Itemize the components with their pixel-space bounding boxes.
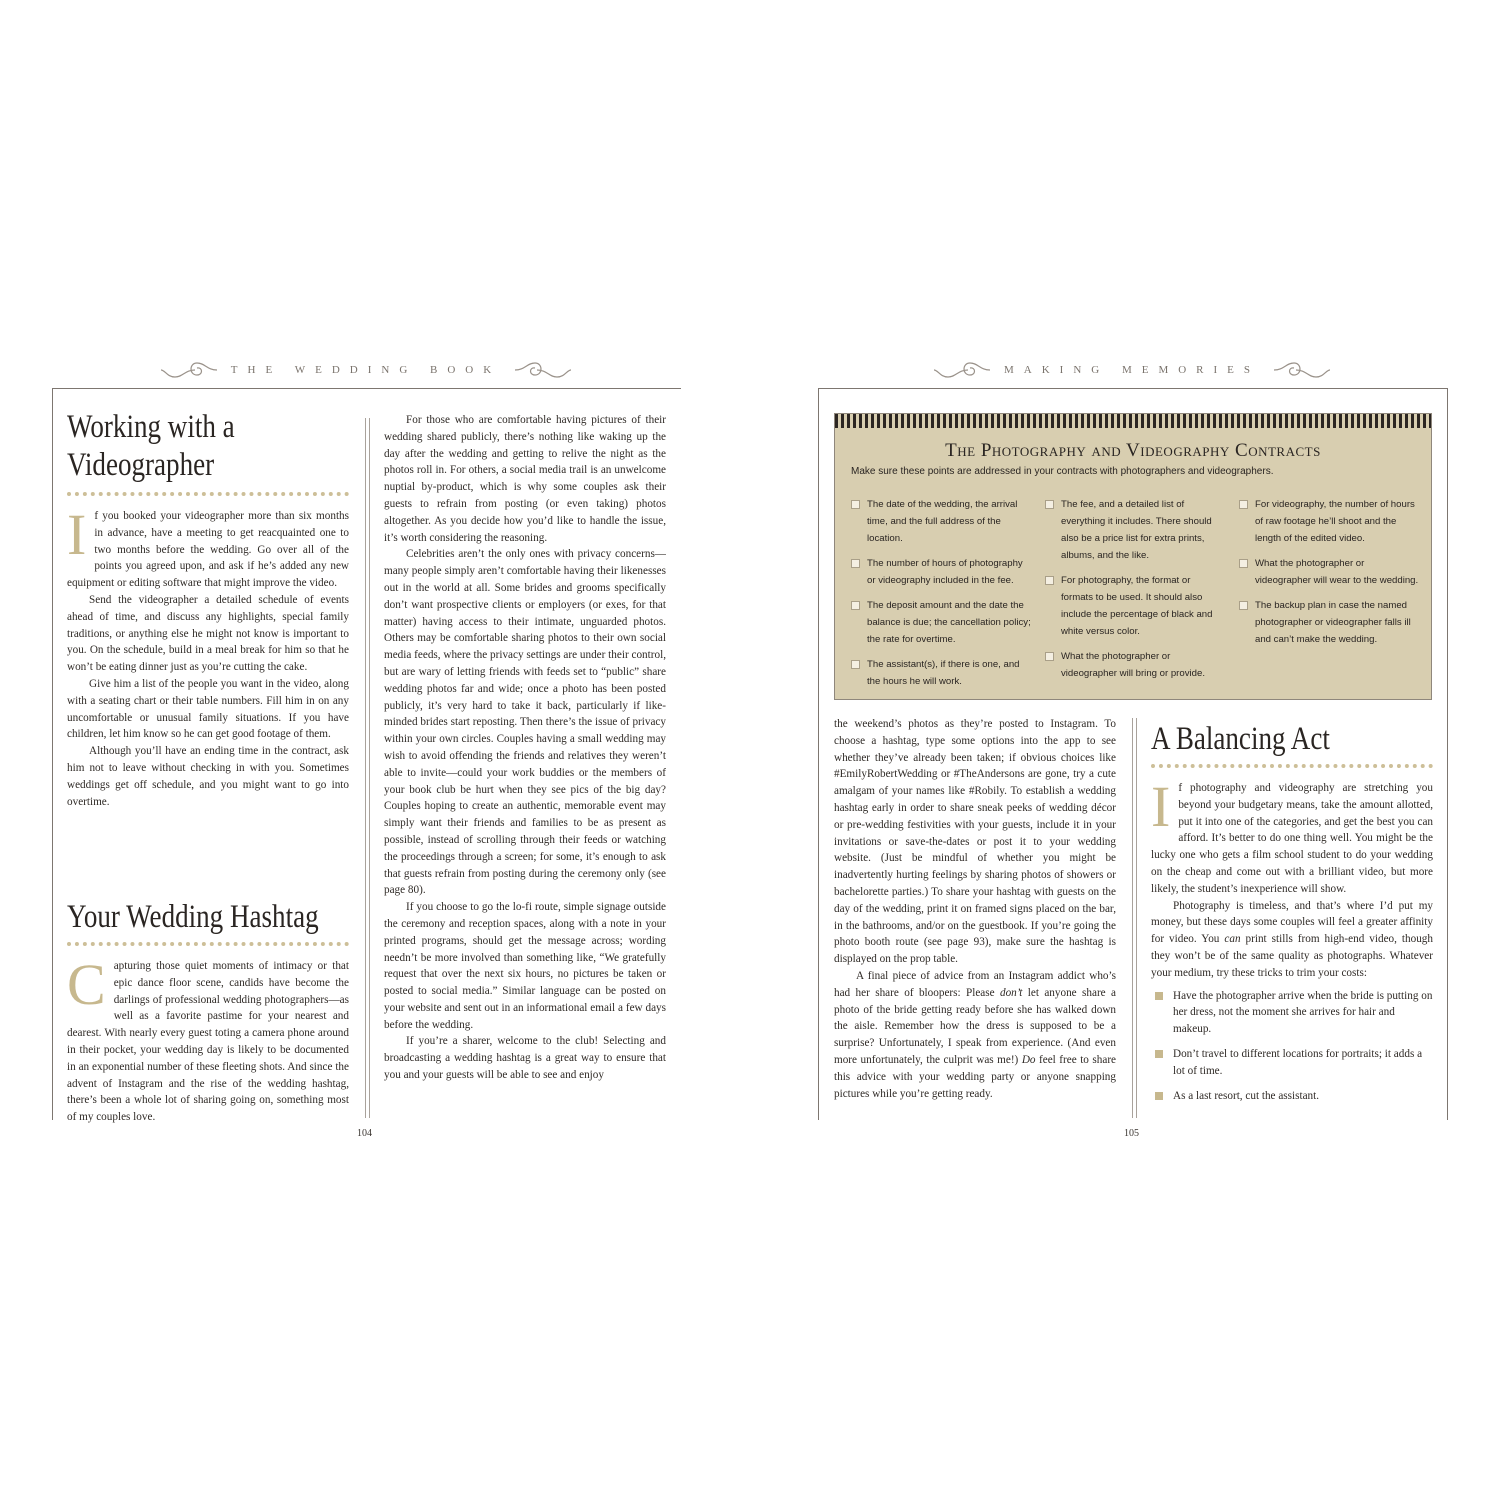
square-bullet-icon (1155, 1050, 1163, 1058)
callout-striped-bar (835, 414, 1431, 428)
right-page-balancing-section (1151, 720, 1433, 1120)
bullet-item: Have the photographer arrive when the bride is putting on her dress, not the moment she arrives for hair and makeup. (1151, 988, 1433, 1038)
paragraph: Send the videographer a detailed schedule of events ahead of time, and discuss any highlights, special family traditions, or anything else he might not know is important to you. On the schedule, build in a meal break for him so that he won’t be eating dinner just as you’re cutting the cake. (67, 593, 349, 674)
checklist-item: What the photographer or videographer will wear to the wedding. (1239, 555, 1419, 589)
callout-column-1 (851, 496, 1031, 698)
checkbox-icon (1045, 500, 1054, 509)
left-page-column-2 (384, 412, 666, 1118)
square-bullet-icon (1155, 1092, 1163, 1100)
checkbox-icon (1045, 652, 1054, 661)
checklist-item: The date of the wedding, the arrival time, and the full address of the location. (851, 496, 1031, 547)
running-head-title: THE WEDDING BOOK (230, 364, 502, 376)
paragraph: For those who are comfortable having pictures of their wedding shared publicly, there’s nothing like waking up the day after the wedding and getting to relive the night as the photos roll in. For others, a social media trail is an unwelcome nuptial by-product, which is why some couples ask their guests to refrain from posting (or even taking) photos altogether. As you decide how you’d like to handle the issue, it’s worth considering the reasoning. (384, 414, 666, 544)
square-bullet-icon (1155, 992, 1163, 1000)
checkbox-icon (1045, 576, 1054, 585)
checkbox-icon (851, 500, 860, 509)
paragraph: If you choose to go the lo-fi route, simple signage outside the ceremony and reception spaces, along with a note in your printed programs, should get the message across; wording needn’t be more involved than something like, “We gratefully request that over the next six hours, no pictures be taken or posted to social media.” Similar language can be posted on your website and sent out in an informational email a few days before the wedding. (384, 901, 666, 1031)
page-number: 104 (357, 1128, 372, 1139)
checkbox-icon (851, 559, 860, 568)
checklist-item: The assistant(s), if there is one, and the hours he will work. (851, 656, 1031, 690)
dotted-rule (67, 492, 349, 496)
paragraph: Celebrities aren’t the only ones with privacy concerns—many people simply aren’t comfortable having their likenesses out in the world at all. Some brides and grooms specifically don’t want prospective clients or employers (or exes, for that matter) having access to their intimate, unguarded photos. Others may be comfortable sharing photos to their own social media feeds, where the privacy settings are under their control, but are wary of letting friends with feeds set to “public” share wedding photos far and wide; once a photo has been posted publicly, it’s very hard to take it back, particularly if like-minded brides start reposting. Then there’s the issue of privacy within your own circles. Couples having a small wedding may wish to avoid offending the friends and relatives they weren’t able to invite—could your work buddies or the members of your book club be hurt when they see pics of the big day? Couples hoping to create an authentic, memorable event may simply want their friends and families to be as present as possible, instead of scrolling through their feeds or watching the proceedings through a screen; for some, it’s enough to ask that guests refrain from posting during the ceremony only (see page 80). (384, 548, 666, 897)
callout-intro: Make sure these points are addressed in your contracts with photographers and videographers. (851, 466, 1274, 477)
section-heading-hashtag: Your Wedding Hashtag (67, 899, 319, 935)
right-page-column-1 (834, 716, 1116, 1120)
flourish-ornament-icon (159, 359, 219, 381)
left-page-hashtag-section (67, 898, 349, 1126)
paragraph: If photography and videography are stretching you beyond your budgetary means, take the amount allotted, put it into one of the categories, and get the best you can afford. It’s better to do one thing well. You might be the lucky one who gets a film school student to do your wedding on the cheap and come out with a brilliant video, but more likely, the student’s inexperience will show. (1151, 774, 1433, 895)
dotted-rule (67, 942, 349, 946)
checklist-item: The number of hours of photography or videography included in the fee. (851, 555, 1031, 589)
checklist-item: What the photographer or videographer will bring or provide. (1045, 648, 1225, 682)
page-number: 105 (1124, 1128, 1139, 1139)
checkbox-icon (1239, 601, 1248, 610)
paragraph: Capturing those quiet moments of intimacy or that epic dance floor scene, candids have become the darlings of professional wedding photographers—as well as a favorite pastime for your nearest and dearest. With nearly every guest toting a camera phone around in their pocket, your wedding day is likely to be documented in an exponential number of these fleeting shots. And since the advent of Instagram and the rise of the wedding hashtag, there’s been a whole lot of sharing going on, something most of my couples love. (67, 952, 349, 1124)
running-head-right (818, 358, 1446, 382)
paragraph: A final piece of advice from an Instagram addict who’s had her share of bloopers: Please don’t let anyone share a photo of the bride getting ready before she has walked down the aisle. Remember how the dress is supposed to be a surprise? Unfortunately, I speak from experience. (And even more unfortunately, the culprit was me!) Do feel free to share this advice with your wedding party or anyone snapping pictures while you’re getting ready. (834, 969, 1116, 1100)
checklist-item: The backup plan in case the named photographer or videographer falls ill and can’t make the wedding. (1239, 597, 1419, 648)
checklist-item: For photography, the format or formats to be used. It should also include the percentage of black and white versus color. (1045, 572, 1225, 640)
checkbox-icon (851, 601, 860, 610)
paragraph: the weekend’s photos as they’re posted to Instagram. To choose a hashtag, type some options into the app to see whether they’ve already been taken; if obvious choices like #EmilyRobertWedding or #TheAndersons are gone, try a cute amalgam of your names like #Robily. To establish a wedding hashtag early in order to share sneak peeks of wedding décor or pre-wedding festivities with your guests, include it in your invitations or save-the-dates or post it to your wedding website. (Just be mindful of whether you might be inadvertently hurting feelings by sharing photos of showers or bachelorette parties.) To share your hashtag with guests on the day of the wedding, print it on framed signs placed on the bar, in the bathrooms, and/or on the guestbook. If you’re going the photo booth route (see page 93), make sure the hashtag is displayed on the prop table. (834, 718, 1116, 966)
checkbox-icon (1239, 559, 1248, 568)
running-head-left (52, 358, 680, 382)
column-divider (369, 418, 370, 1118)
dotted-rule (1151, 764, 1433, 768)
callout-column-2 (1045, 496, 1225, 690)
drop-cap: I (67, 502, 87, 567)
checklist-item: For videography, the number of hours of raw footage he’ll shoot and the length of the edited video. (1239, 496, 1419, 547)
left-page-column-1 (67, 408, 349, 810)
drop-cap: C (67, 952, 106, 1017)
running-head-title: MAKING MEMORIES (1003, 364, 1261, 376)
section-heading-balancing-act: A Balancing Act (1151, 721, 1330, 757)
paragraph: Give him a list of the people you want in the video, along with a seating chart or their table numbers. Fill him in on any uncomfortable or unusual family situations. If you have children, let him know so he can get good footage of them. (67, 677, 349, 741)
column-divider (1132, 718, 1133, 1118)
checkbox-icon (1239, 500, 1248, 509)
contracts-callout-box (834, 413, 1432, 700)
section-heading-videographer: Working with a Videographer (67, 409, 235, 483)
flourish-ornament-icon (1272, 359, 1332, 381)
column-divider (365, 418, 366, 1118)
flourish-ornament-icon (932, 359, 992, 381)
callout-column-3 (1239, 496, 1419, 656)
drop-cap: I (1151, 774, 1171, 839)
checklist-item: The fee, and a detailed list of everything it includes. There should also be a price list for extra prints, albums, and the like. (1045, 496, 1225, 564)
paragraph: If you’re a sharer, welcome to the club! Selecting and broadcasting a wedding hashtag is a great way to ensure that you and your guests will be able to see and enjoy (384, 1035, 666, 1082)
paragraph: Although you’ll have an ending time in the contract, ask him not to leave without checking in with you. Sometimes weddings get off schedule, and you might want to go into overtime. (67, 745, 349, 808)
flourish-ornament-icon (513, 359, 573, 381)
callout-title: The Photography and Videography Contracts (945, 440, 1321, 461)
bullet-item: As a last resort, cut the assistant. (1151, 1088, 1433, 1105)
checklist-item: The deposit amount and the date the balance is due; the cancellation policy; the rate for overtime. (851, 597, 1031, 648)
paragraph: Photography is timeless, and that’s where I’d put my money, but these days some couples will feel a greater affinity for video. You can print stills from high-end video, though they won’t be of the same quality as photographs. Whatever your medium, try these tricks to trim your costs: (1151, 899, 1433, 979)
bullet-item: Don’t travel to different locations for portraits; it adds a lot of time. (1151, 1046, 1433, 1080)
column-divider (1136, 718, 1137, 1118)
paragraph: If you booked your videographer more than six months in advance, have a meeting to get reacquainted one to two months before the wedding. Go over all of the points you agreed upon, and ask if he’s added any new equipment or editing software that might improve the video. (67, 502, 349, 590)
checkbox-icon (851, 660, 860, 669)
